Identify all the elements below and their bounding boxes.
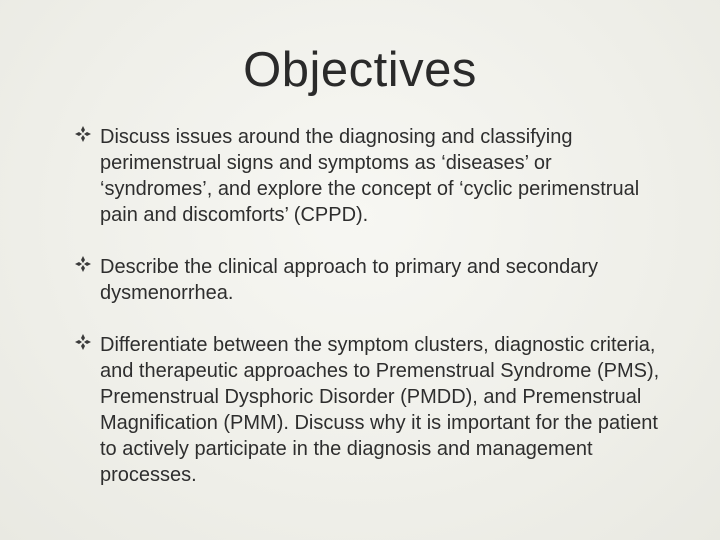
bullet-list — [74, 124, 664, 488]
bullet-text: Differentiate between the symptom clusters, diagnostic criteria, and therapeutic approaches to Premenstrual Syndrome (PMS), Premenstrual Dysphoric Disorder (PMDD), and Premenstrual Magnification (PMM). Discuss why it is important for the patient to actively participate in the diagnosis and management processes. — [100, 334, 660, 486]
bullet-item — [74, 332, 664, 488]
bullet-item — [74, 254, 664, 306]
slide-title: Objectives — [243, 43, 477, 97]
bullet-text: Describe the clinical approach to primary and secondary dysmenorrhea. — [100, 256, 599, 304]
bullet-text: Discuss issues around the diagnosing and classifying perimenstrual signs and symptoms as ‘diseases’ or ‘syndromes’, and explore the concept of ‘cyclic perimenstrual pain and discomforts’ (CPPD). — [100, 126, 640, 226]
bullet-item — [74, 124, 664, 228]
diamond-bullet-icon — [74, 333, 92, 351]
diamond-bullet-icon — [74, 125, 92, 143]
diamond-bullet-icon — [74, 255, 92, 273]
